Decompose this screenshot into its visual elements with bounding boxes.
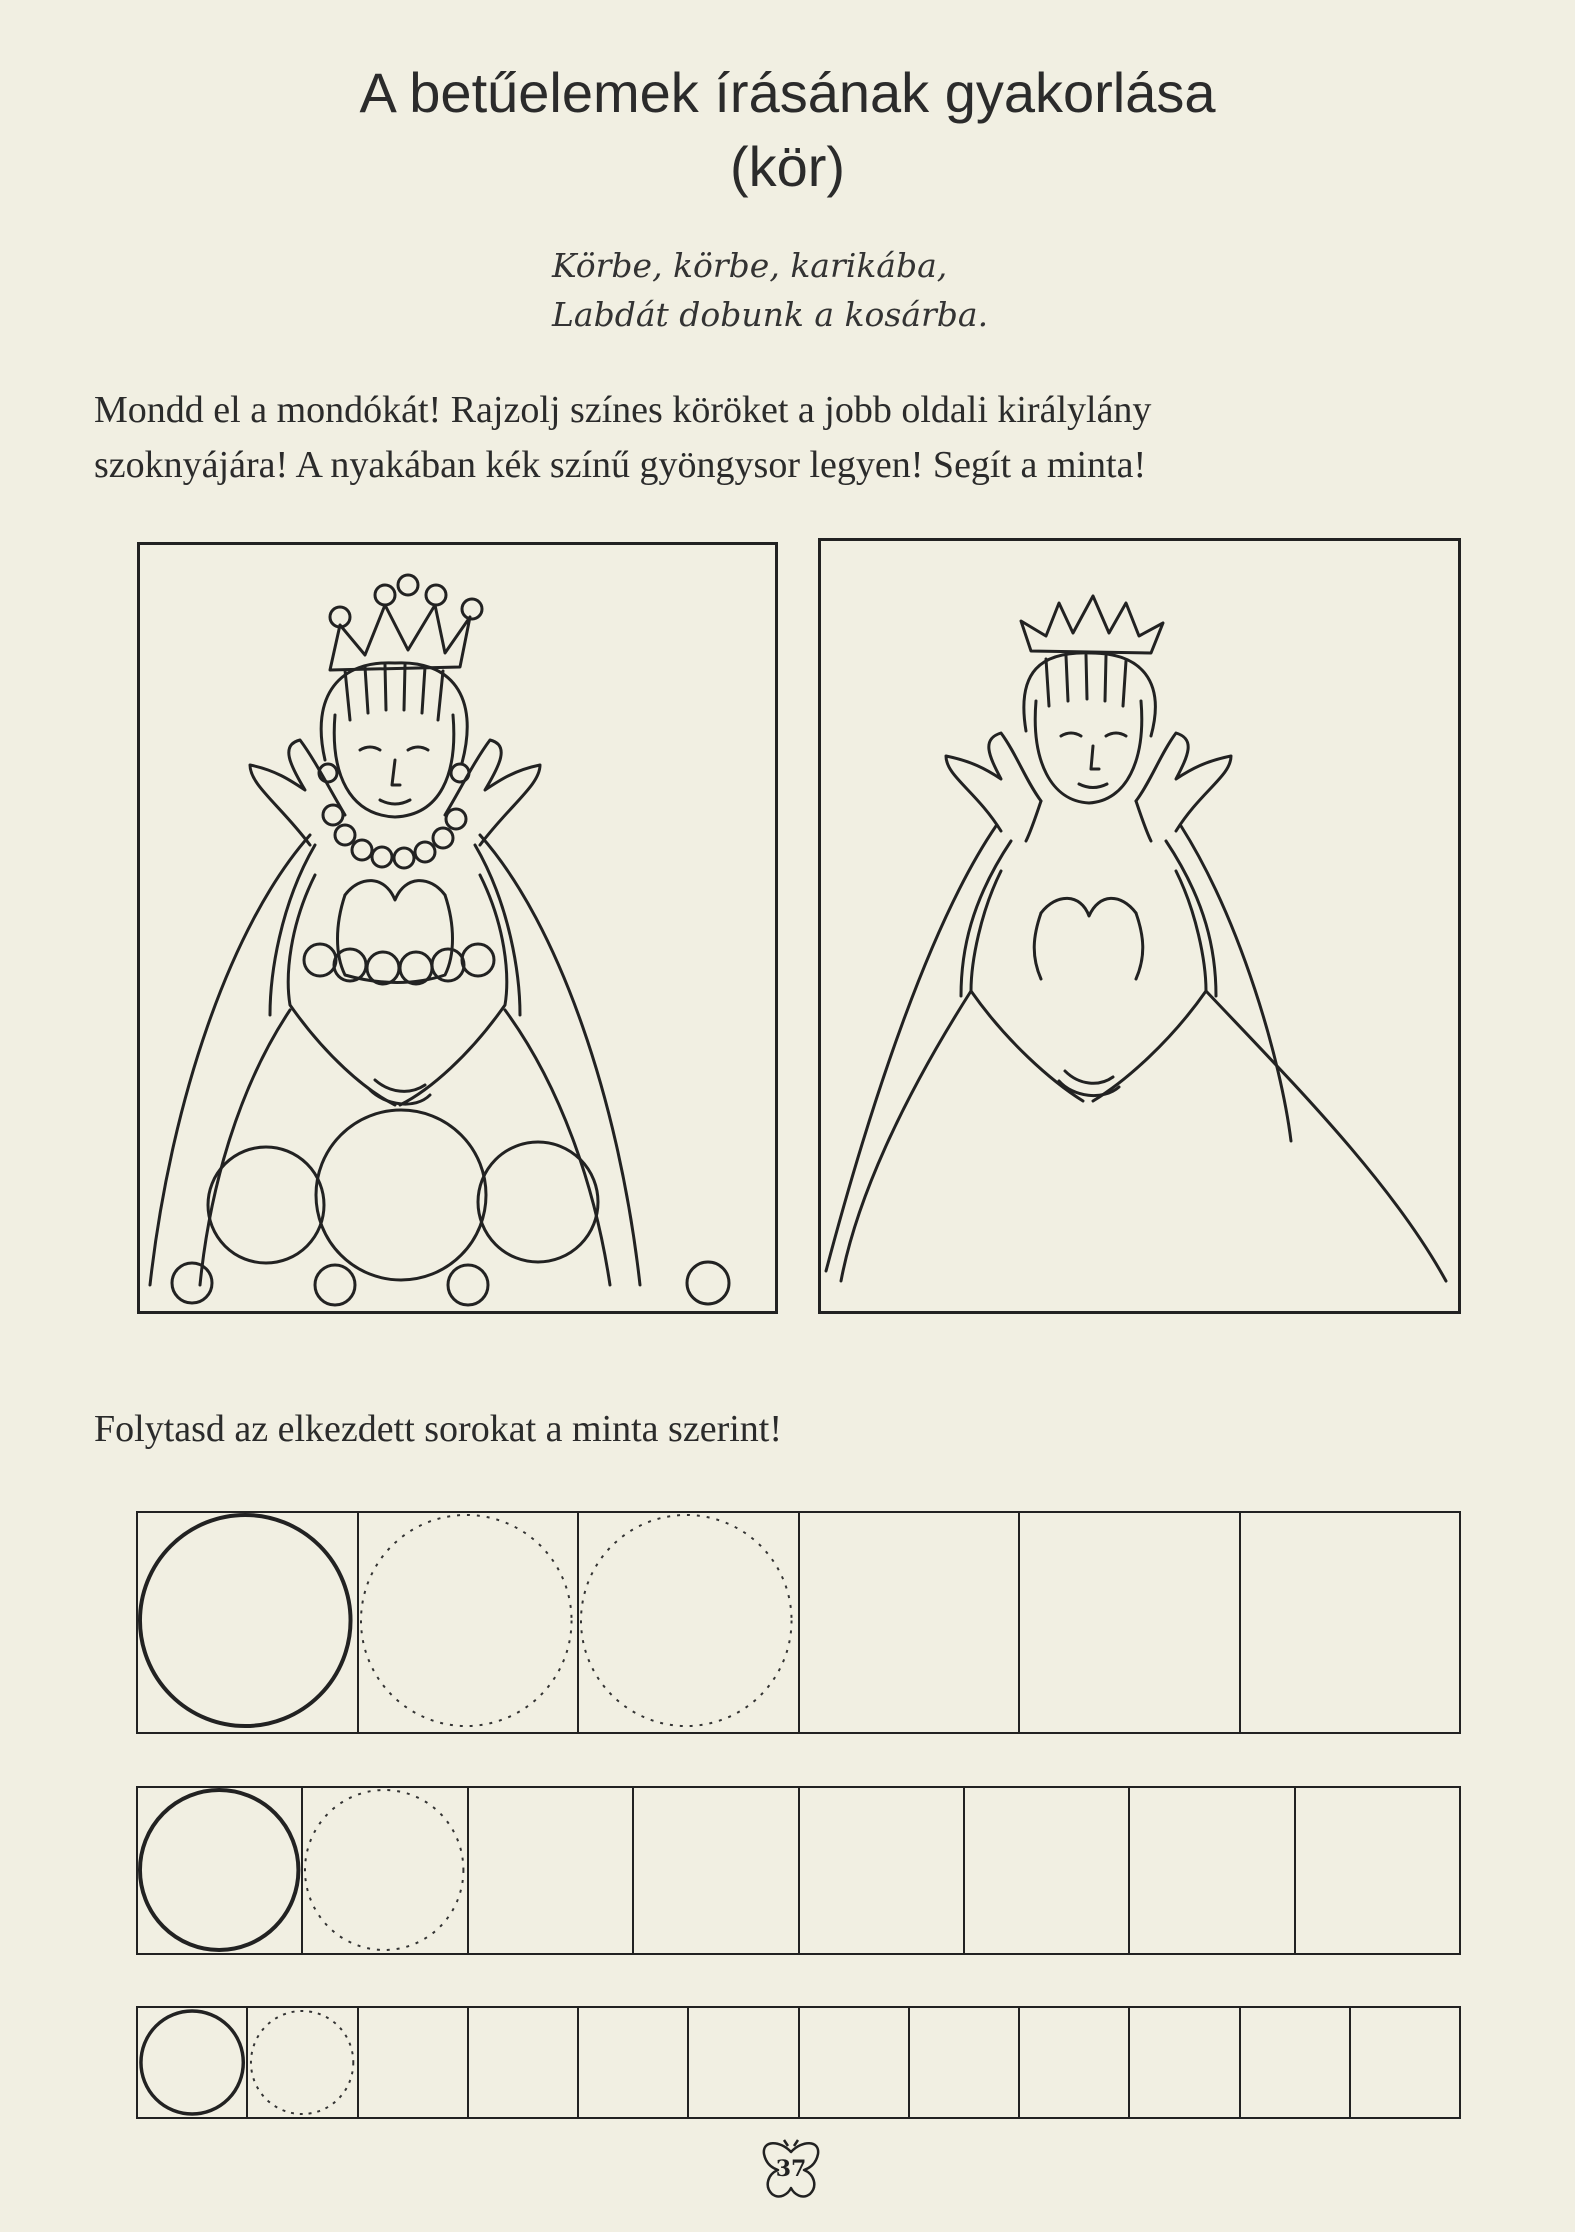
dotted-circle — [303, 1788, 466, 1953]
practice-cell-empty[interactable] — [1239, 2008, 1349, 2117]
page-title: A betűelemek írásának gyakorlása — [359, 61, 1216, 124]
practice-cell-trace[interactable] — [301, 1788, 466, 1953]
dotted-circle — [579, 1513, 798, 1732]
instruction-line-2: szoknyájára! A nyakában kék színű gyöngysor legyen! Segít a minta! — [94, 444, 1147, 486]
practice-cell-empty[interactable] — [798, 2008, 908, 2117]
practice-cell-empty[interactable] — [1239, 1513, 1460, 1732]
practice-cell-trace[interactable] — [577, 1513, 798, 1732]
practice-row-small — [136, 2006, 1461, 2119]
solid-circle — [138, 2008, 246, 2117]
practice-cell-example — [138, 1788, 301, 1953]
princess-example-panel — [137, 542, 778, 1314]
practice-cell-empty[interactable] — [577, 2008, 687, 2117]
page-number — [758, 2138, 824, 2202]
dotted-circle — [359, 1513, 578, 1732]
practice-cell-example — [138, 1513, 357, 1732]
practice-cell-empty[interactable] — [1128, 2008, 1238, 2117]
practice-cell-empty[interactable] — [963, 1788, 1128, 1953]
practice-cell-empty[interactable] — [798, 1788, 963, 1953]
practice-row-large — [136, 1511, 1461, 1734]
practice-cell-empty[interactable] — [1294, 1788, 1459, 1953]
practice-cell-empty[interactable] — [798, 1513, 1019, 1732]
solid-circle — [138, 1788, 301, 1953]
practice-cell-empty[interactable] — [1349, 2008, 1459, 2117]
practice-cell-empty[interactable] — [467, 2008, 577, 2117]
page-subtitle: (kör) — [729, 135, 846, 198]
practice-cell-empty[interactable] — [908, 2008, 1018, 2117]
page-number-text: 37 — [775, 2156, 807, 2182]
practice-cell-empty[interactable] — [467, 1788, 632, 1953]
instruction-line-1: Mondd el a mondókát! Rajzolj színes köröket a jobb oldali királylány — [94, 389, 1152, 431]
practice-cell-example — [138, 2008, 246, 2117]
princess-coloring-illustration — [821, 541, 1464, 1317]
practice-cell-empty[interactable] — [632, 1788, 797, 1953]
practice-cell-empty[interactable] — [1018, 2008, 1128, 2117]
practice-cell-empty[interactable] — [357, 2008, 467, 2117]
practice-cell-empty[interactable] — [1018, 1513, 1239, 1732]
exercise-instruction: Folytasd az elkezdett sorokat a minta szerint! — [94, 1408, 782, 1450]
princess-example-illustration — [140, 545, 781, 1317]
practice-row-medium — [136, 1786, 1461, 1955]
princess-coloring-panel — [818, 538, 1461, 1314]
practice-cell-trace[interactable] — [357, 1513, 578, 1732]
practice-cell-empty[interactable] — [687, 2008, 797, 2117]
practice-cell-trace[interactable] — [246, 2008, 356, 2117]
dotted-circle — [248, 2008, 356, 2117]
rhyme-line-2: Labdát dobunk a kosárba. — [552, 295, 989, 334]
rhyme-line-1: Körbe, körbe, karikába, — [552, 246, 948, 285]
practice-cell-empty[interactable] — [1128, 1788, 1293, 1953]
solid-circle — [138, 1513, 357, 1732]
